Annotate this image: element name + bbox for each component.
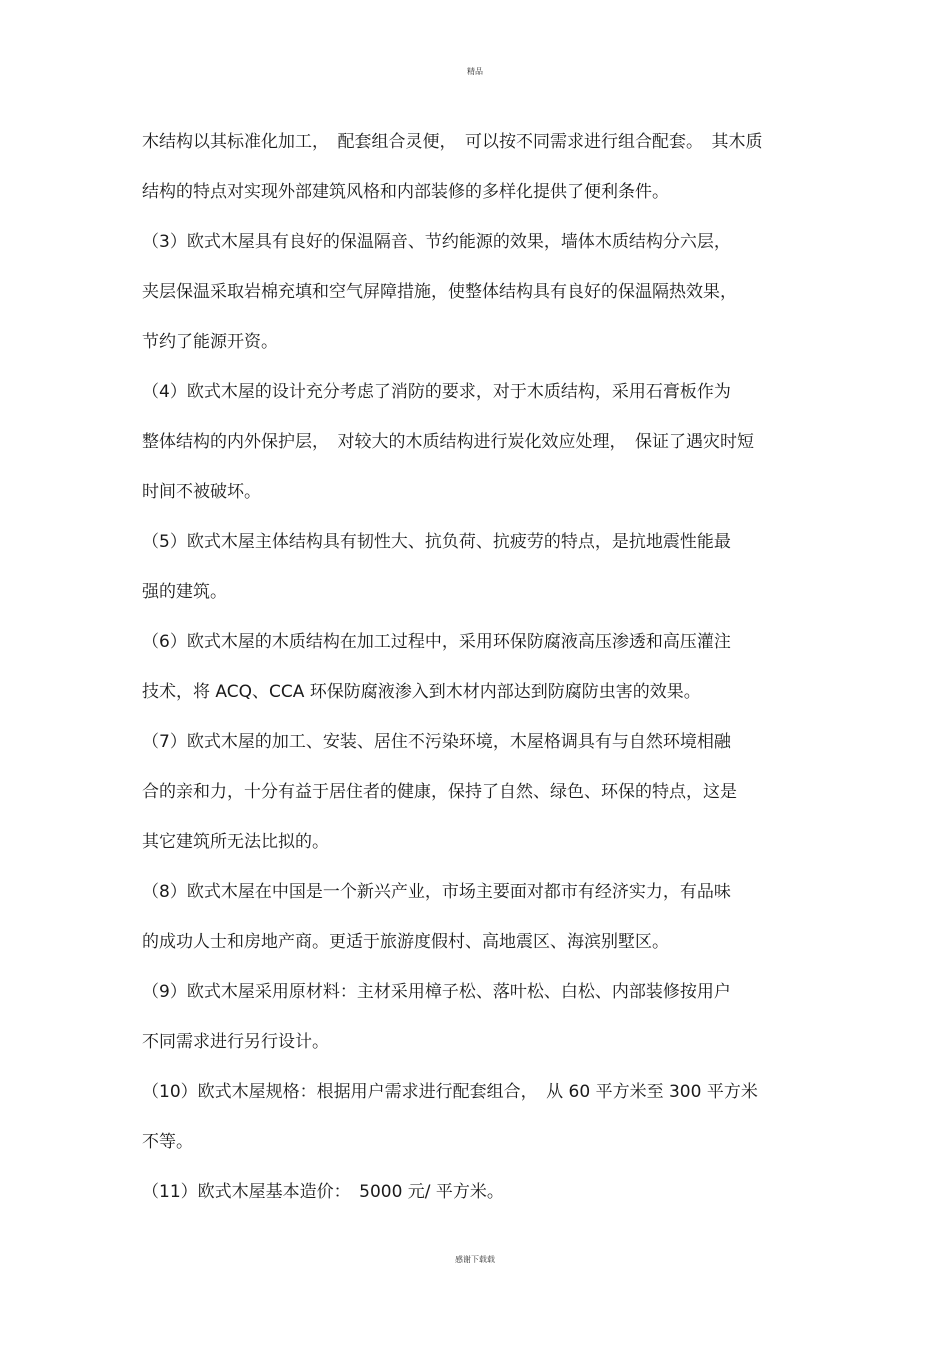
text-line: （6）欧式木屋的木质结构在加工过程中，采用环保防腐液高压渗透和高压灌注	[142, 632, 731, 652]
text-line: 不同需求进行另行设计。	[142, 1032, 329, 1052]
document-body	[142, 128, 822, 1228]
text-line: 夹层保温采取岩棉充填和空气屏障措施，使整体结构具有良好的保温隔热效果，	[142, 282, 737, 302]
text-line: （4）欧式木屋的设计充分考虑了消防的要求，对于木质结构，采用石膏板作为	[142, 382, 731, 402]
text-line: 其它建筑所无法比拟的。	[142, 832, 329, 852]
page-header: 精品	[467, 67, 483, 76]
text-line: 结构的特点对实现外部建筑风格和内部装修的多样化提供了便利条件。	[142, 182, 669, 202]
text-line: 合的亲和力，十分有益于居住者的健康，保持了自然、绿色、环保的特点，这是	[142, 782, 737, 802]
text-line: 节约了能源开资。	[142, 332, 278, 352]
text-line: （9）欧式木屋采用原材料：主材采用樟子松、落叶松、白松、内部装修按用户	[142, 982, 731, 1002]
text-line: 的成功人士和房地产商。更适于旅游度假村、高地震区、海滨别墅区。	[142, 932, 669, 952]
text-line: （5）欧式木屋主体结构具有韧性大、抗负荷、抗疲劳的特点，是抗地震性能最	[142, 532, 731, 552]
text-line: 不等。	[142, 1132, 193, 1152]
text-line: 整体结构的内外保护层， 对较大的木质结构进行炭化效应处理， 保证了遇灾时短	[142, 432, 754, 452]
text-line: （3）欧式木屋具有良好的保温隔音、节约能源的效果，墙体木质结构分六层，	[142, 232, 731, 252]
page-footer: 感谢下载载	[455, 1255, 495, 1264]
text-line: 木结构以其标准化加工， 配套组合灵便， 可以按不同需求进行组合配套。 其木质	[142, 132, 763, 152]
text-line: 技术，将 ACQ、CCA 环保防腐液渗入到木材内部达到防腐防虫害的效果。	[142, 682, 701, 702]
text-line: （11）欧式木屋基本造价： 5000 元/ 平方米。	[142, 1182, 504, 1202]
text-line: 强的建筑。	[142, 582, 227, 602]
text-line: （10）欧式木屋规格：根据用户需求进行配套组合， 从 60 平方米至 300 平方米	[142, 1082, 758, 1102]
text-line: 时间不被破坏。	[142, 482, 261, 502]
text-line: （8）欧式木屋在中国是一个新兴产业，市场主要面对都市有经济实力，有品味	[142, 882, 731, 902]
text-line: （7）欧式木屋的加工、安装、居住不污染环境，木屋格调具有与自然环境相融	[142, 732, 731, 752]
